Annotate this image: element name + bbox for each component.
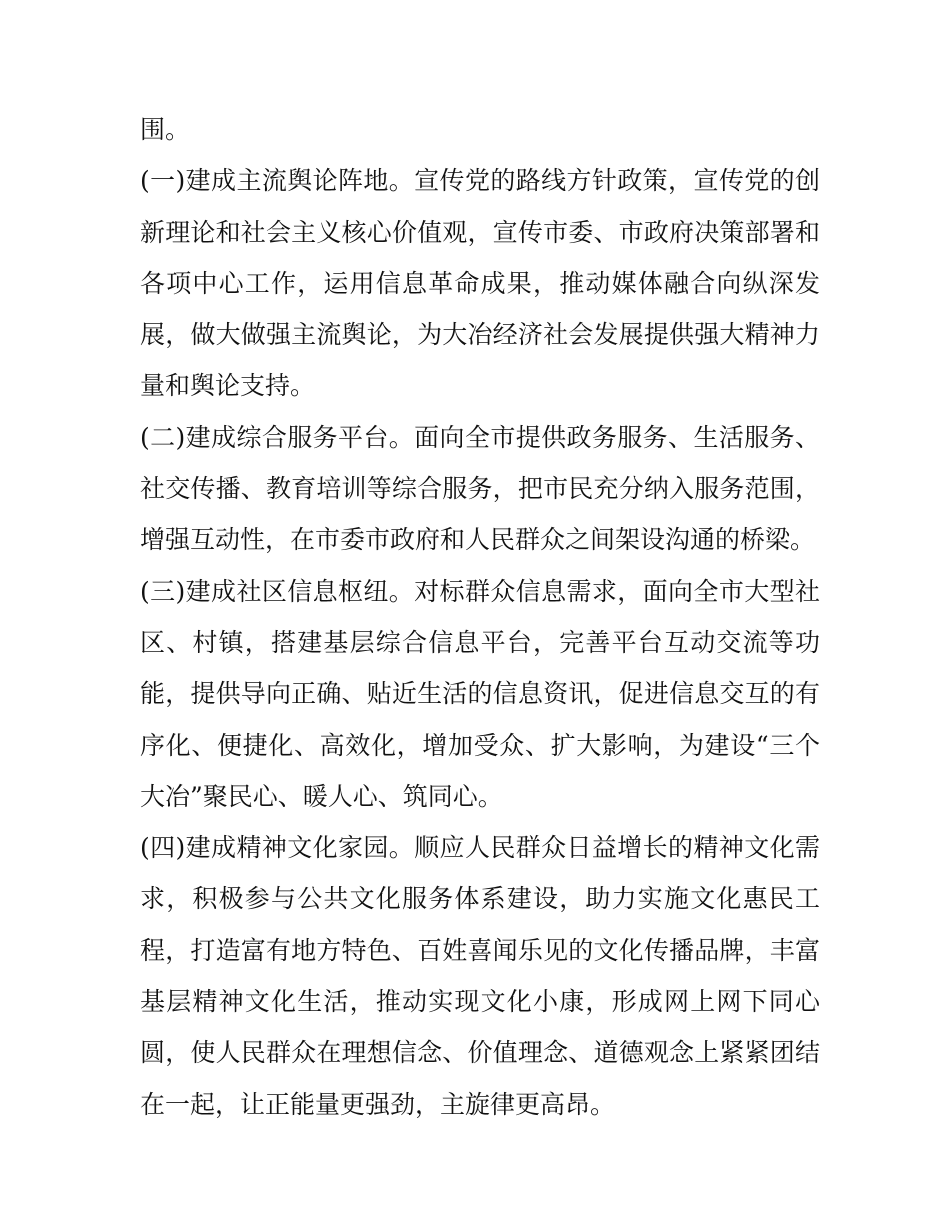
paragraph-item-2: (二)建成综合服务平台。面向全市提供政务服务、生活服务、社交传播、教育培训等综合服务，把市民充分纳入服务范围，增强互动性，在市委市政府和人民群众之间架设沟通的桥梁。 [140, 422, 820, 555]
paragraph-item-4: (四)建成精神文化家园。顺应人民群众日益增长的精神文化需求，积极参与公共文化服务体系建设，助力实施文化惠民工程，打造富有地方特色、百姓喜闻乐见的文化传播品牌，丰富基层精神文化生活，推动实现文化小康，形成网上网下同心圆，使人民群众在理想信念、价值理念、道德观念上紧紧团结在一起，让正能量更强劲，主旋律更高昂。 [140, 833, 820, 1119]
paragraph-item-3: (三)建成社区信息枢纽。对标群众信息需求，面向全市大型社区、村镇，搭建基层综合信息平台，完善平台互动交流等功能，提供导向正确、贴近生活的信息资讯，促进信息交互的有序化、便捷化、高效化，增加受众、扩大影响，为建设“三个大冶”聚民心、暖人心、筑同心。 [140, 576, 820, 811]
paragraph-continuation: 围。 [140, 115, 191, 144]
paragraph-item-1: (一)建成主流舆论阵地。宣传党的路线方针政策，宣传党的创新理论和社会主义核心价值观，宣传市委、市政府决策部署和各项中心工作，运用信息革命成果，推动媒体融合向纵深发展，做大做强主流舆论，为大冶经济社会发展提供强大精神力量和舆论支持。 [140, 166, 820, 401]
document-body [140, 104, 820, 1130]
